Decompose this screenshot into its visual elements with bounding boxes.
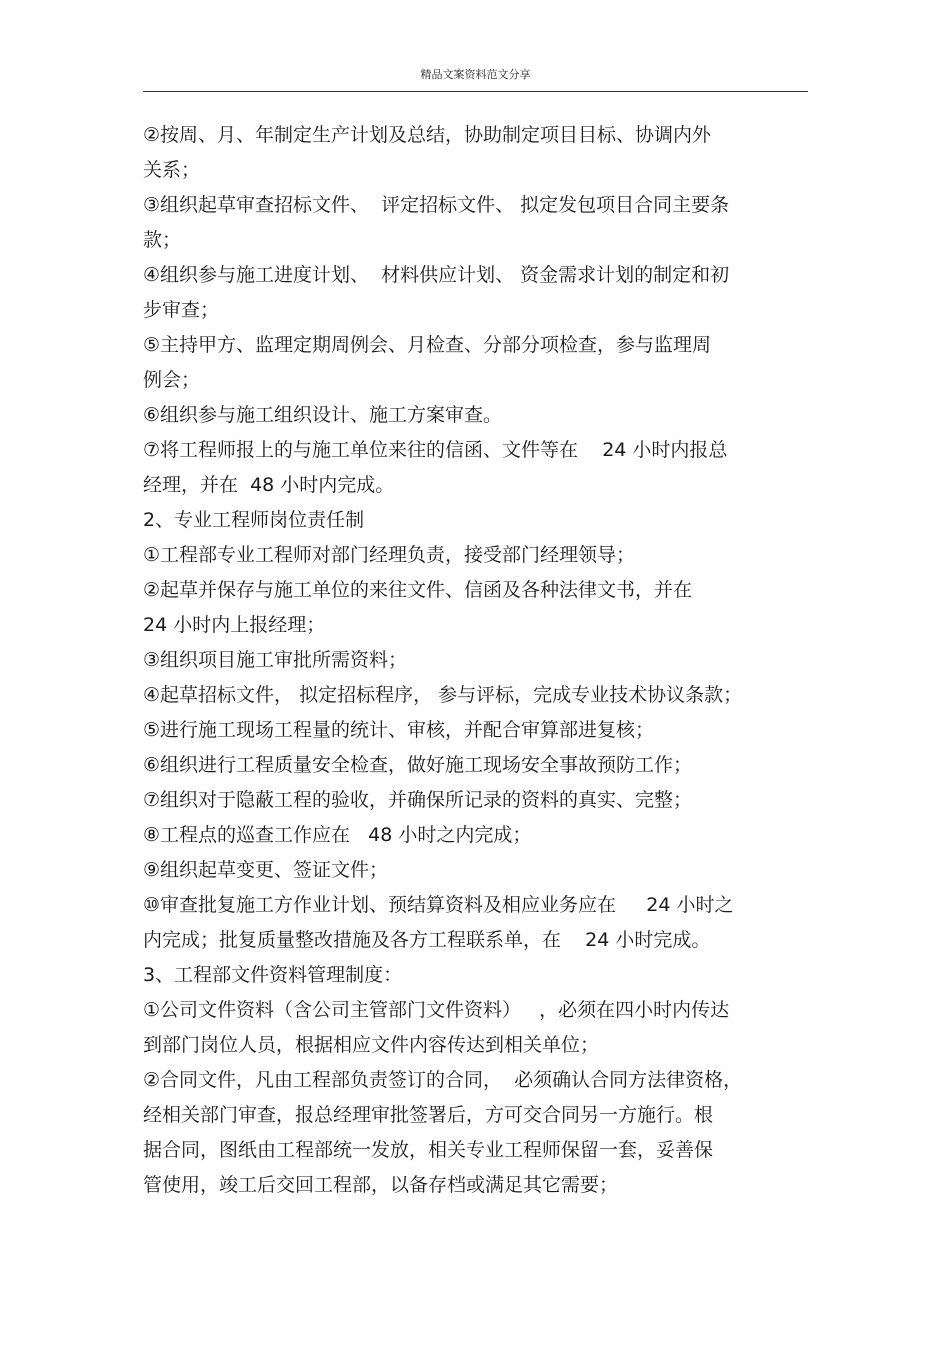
document-body xyxy=(143,118,808,1203)
text-line: ③组织项目施工审批所需资料； xyxy=(143,649,408,671)
text-line: ⑨组织起草变更、签证文件； xyxy=(143,859,389,881)
text-line: ⑤进行施工现场工程量的统计、审核，并配合审算部进复核； xyxy=(143,719,655,741)
text-line: ②起草并保存与施工单位的来往文件、信函及各种法律文书，并在 xyxy=(143,579,693,601)
text-line: ⑤主持甲方、监理定期周例会、月检查、分部分项检查，参与监理周 xyxy=(143,334,712,356)
text-line: ④起草招标文件， 拟定招标程序， 参与评标，完成专业技术协议条款； xyxy=(143,684,743,706)
text-line: ①工程部专业工程师对部门经理负责，接受部门经理领导； xyxy=(143,544,636,566)
text-line: 经相关部门审查，报总经理审批签署后，方可交合同另一方施行。根 xyxy=(143,1104,714,1126)
text-line: ⑥组织参与施工组织设计、施工方案审查。 xyxy=(143,404,503,426)
text-line: 据合同，图纸由工程部统一发放，相关专业工程师保留一套，妥善保 xyxy=(143,1139,714,1161)
text-line: 管使用，竣工后交回工程部，以备存档或满足其它需要； xyxy=(143,1174,619,1196)
text-line: 步审查； xyxy=(143,299,220,321)
text-line: ②合同文件，凡由工程部负责签订的合同， 必须确认合同方法律资格， xyxy=(143,1069,743,1091)
text-line: ①公司文件资料（含公司主管部门文件资料） ，必须在四小时内传达 xyxy=(143,999,730,1021)
text-line: 到部门岗位人员，根据相应文件内容传达到相关单位； xyxy=(143,1034,600,1056)
text-line: 例会； xyxy=(143,369,201,391)
text-line: 内完成；批复质量整改措施及各方工程联系单，在 24 小时完成。 xyxy=(143,929,711,951)
text-line: 经理，并在 48 小时内完成。 xyxy=(143,474,395,496)
text-line: ⑦组织对于隐蔽工程的验收，并确保所记录的资料的真实、完整； xyxy=(143,789,693,811)
text-line: ⑩审查批复施工方作业计划、预结算资料及相应业务应在 24 小时之 xyxy=(143,894,734,916)
text-line: 款； xyxy=(143,229,182,251)
page-header: 精品文案资料范文分享 xyxy=(420,68,531,81)
section-heading: 3、工程部文件资料管理制度： xyxy=(143,964,403,986)
text-line: ④组织参与施工进度计划、 材料供应计划、 资金需求计划的制定和初 xyxy=(143,264,730,286)
text-line: ⑥组织进行工程质量安全检查，做好施工现场安全事故预防工作； xyxy=(143,754,693,776)
section-heading: 2、专业工程师岗位责任制 xyxy=(143,509,365,531)
text-line: ②按周、月、年制定生产计划及总结，协助制定项目目标、协调内外 xyxy=(143,124,712,146)
header-divider xyxy=(143,91,808,92)
text-line: ⑦将工程师报上的与施工单位来往的信函、文件等在 24 小时内报总 xyxy=(143,439,728,461)
text-line: 24 小时内上报经理； xyxy=(143,614,326,636)
text-line: ⑧工程点的巡查工作应在 48 小时之内完成； xyxy=(143,824,532,846)
text-line: ③组织起草审查招标文件、 评定招标文件、 拟定发包项目合同主要条 xyxy=(143,194,730,216)
text-line: 关系； xyxy=(143,159,201,181)
